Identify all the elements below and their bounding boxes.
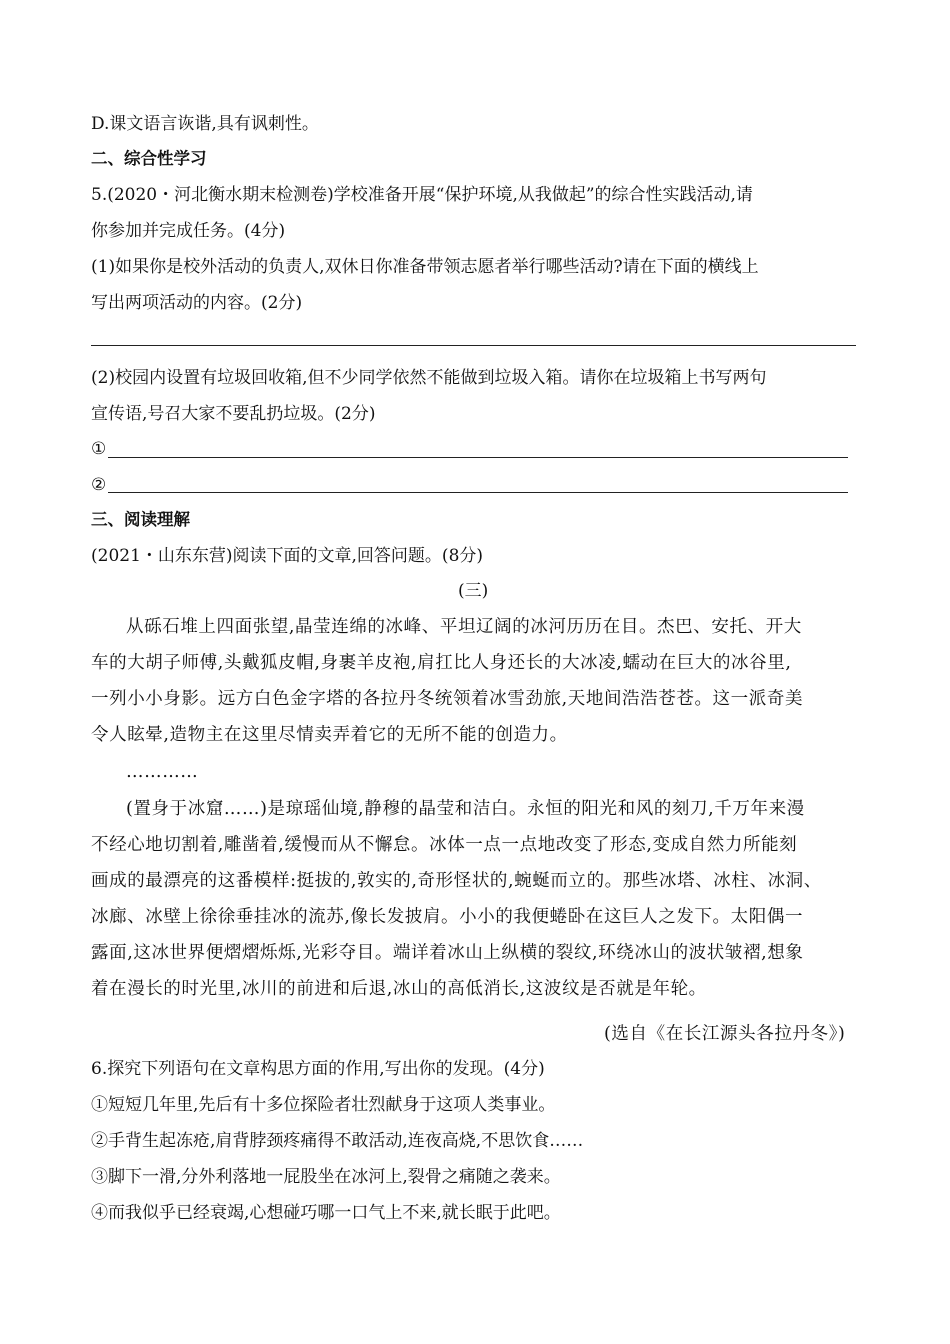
blank1-label: ① — [91, 439, 107, 459]
passage-title: (三) — [458, 581, 489, 601]
q5-2-line2: 宣传语,号召大家不要乱扔垃圾。(2分) — [91, 404, 376, 424]
q6-item2: ②手背生起冻疮,肩背脖颈疼痛得不敢活动,连夜高烧,不思饮食…… — [91, 1131, 584, 1151]
q5-line1: 5.(2020・河北衡水期末检测卷)学校准备开展“保护环境,从我做起”的综合性实践活动,请 — [91, 185, 753, 205]
q5-1-line1: (1)如果你是校外活动的负责人,双休日你准备带领志愿者举行哪些活动?请在下面的横线上 — [91, 257, 759, 277]
passage-p2-line1: (置身于冰窟……)是琼瑶仙境,静穆的晶莹和洁白。永恒的阳光和风的刻刀,千万年来漫 — [126, 799, 805, 819]
section2-heading: 二、综合性学习 — [91, 149, 207, 168]
section3-heading: 三、阅读理解 — [91, 510, 190, 529]
passage-source: (选自《在长江源头各拉丹冬》) — [604, 1024, 846, 1044]
passage-p2-line4: 冰廊、冰壁上徐徐垂挂冰的流苏,像长发披肩。小小的我便蜷卧在这巨人之发下。太阳偶一 — [91, 907, 804, 927]
q5-1-line2: 写出两项活动的内容。(2分) — [91, 293, 303, 313]
passage-p2-line5: 露面,这冰世界便熠熠烁烁,光彩夺目。端详着冰山上纵横的裂纹,环绕冰山的波状皱褶,想象 — [91, 943, 804, 963]
passage-p2-line3: 画成的最漂亮的这番模样:挺拔的,敦实的,奇形怪状的,蜿蜒而立的。那些冰塔、冰柱、冰洞、 — [91, 871, 822, 891]
passage-ellipsis: ………… — [126, 762, 199, 782]
passage-p1-line2: 车的大胡子师傅,头戴狐皮帽,身裹羊皮袍,肩扛比人身还长的大冰凌,蠕动在巨大的冰谷里, — [91, 653, 792, 673]
passage-p1-line3: 一列小小身影。远方白色金字塔的各拉丹冬统领着冰雪劲旅,天地间浩浩苍苍。这一派奇美 — [91, 689, 804, 709]
passage-p1-line4: 令人眩晕,造物主在这里尽情卖弄着它的无所不能的创造力。 — [91, 725, 568, 745]
answer-rule-2[interactable] — [108, 457, 848, 458]
answer-rule-3[interactable] — [108, 492, 848, 493]
answer-rule-1[interactable] — [91, 345, 856, 346]
q6-item1: ①短短几年里,先后有十多位探险者壮烈献身于这项人类事业。 — [91, 1095, 556, 1115]
passage-p2-line6: 着在漫长的时光里,冰川的前进和后退,冰山的高低消长,这波纹是否就是年轮。 — [91, 979, 707, 999]
passage-p2-line2: 不经心地切割着,雕凿着,缓慢而从不懈怠。冰体一点一点地改变了形态,变成自然力所能刻 — [91, 835, 798, 855]
q5-line2: 你参加并完成任务。(4分) — [91, 221, 286, 241]
q5-2-line1: (2)校园内设置有垃圾回收箱,但不少同学依然不能做到垃圾入箱。请你在垃圾箱上书写两句 — [91, 368, 767, 388]
option-d: D.课文语言诙谐,具有讽刺性。 — [91, 114, 319, 134]
section3-intro: (2021・山东东营)阅读下面的文章,回答问题。(8分) — [91, 546, 484, 566]
q6-item4: ④而我似乎已经衰竭,心想碰巧哪一口气上不来,就长眠于此吧。 — [91, 1203, 561, 1223]
blank2-label: ② — [91, 475, 107, 495]
q6-stem: 6.探究下列语句在文章构思方面的作用,写出你的发现。(4分) — [91, 1059, 545, 1079]
q6-item3: ③脚下一滑,分外利落地一屁股坐在冰河上,裂骨之痛随之袭来。 — [91, 1167, 561, 1187]
passage-p1-line1: 从砾石堆上四面张望,晶莹连绵的冰峰、平坦辽阔的冰河历历在目。杰巴、安托、开大 — [126, 617, 802, 637]
